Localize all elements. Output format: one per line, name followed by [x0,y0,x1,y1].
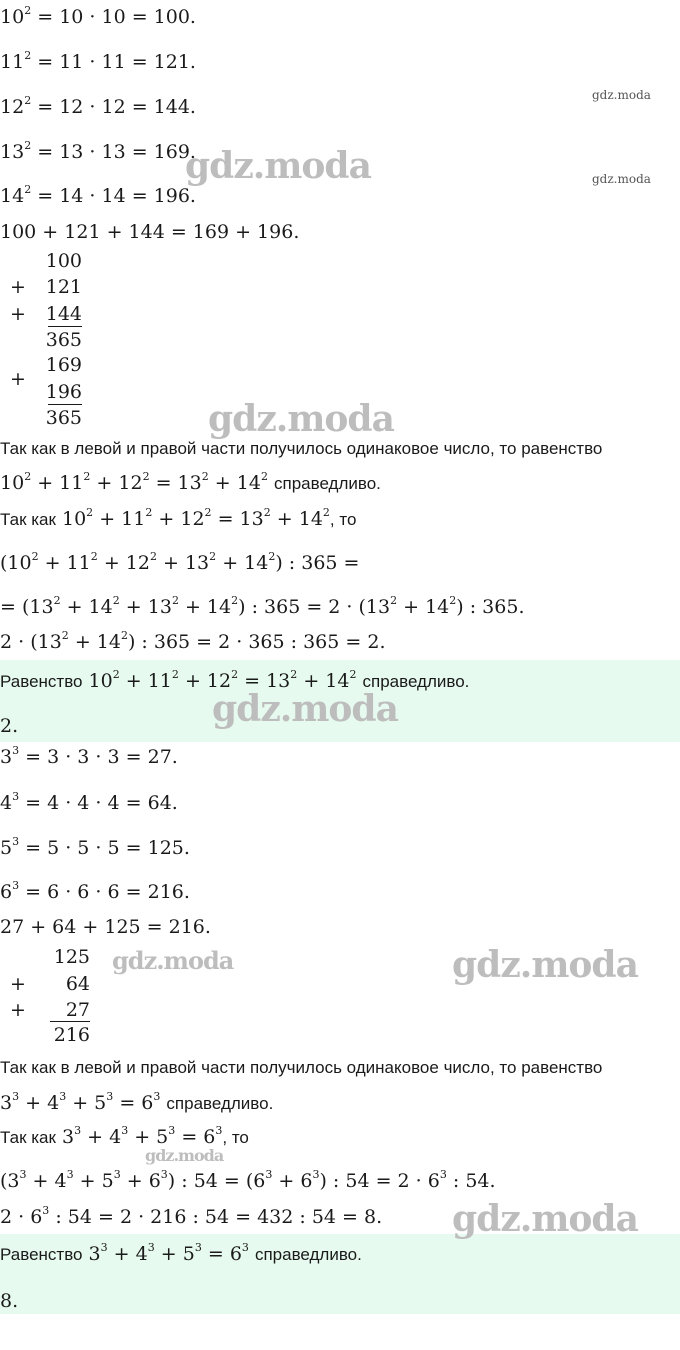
column3-row: 125 [53,946,90,968]
watermark-logo: gdz.moda [112,946,234,975]
expression-line-3: $2 \cdot (13^2 + 14^2)$ : 365 = 2 · 365 : 365 = 2. [0,629,386,653]
expression-line-1: $(10^2 + 11^2 + 12^2 + 13^2 + 14^2)$ : 365 = [0,550,360,574]
answer-value-2: 8. [0,1290,19,1312]
since-line-1: Так как $10^2 + 11^2 + 12^2 = 13^2 + 14^2$, то [0,506,357,530]
expression-line-5: $2 \cdot 6^3$ : 54 = 2 · 216 : 54 = 432 : 54 = 8. [0,1204,383,1228]
watermark-logo: gdz.moda [185,145,371,187]
plus-sign: + [10,999,26,1021]
answer-value-1: 2. [0,715,19,737]
column1-row: 121 [45,276,82,298]
column2-row: 169 [45,354,82,376]
column1-total: 365 [45,329,82,351]
column3-row: 27 [65,999,90,1021]
sum-rule [50,1021,90,1022]
column3-total: 216 [53,1024,90,1046]
sum-rule [48,326,82,327]
conclusion-text-1: Так как в левой и правой части получилось одинаковое число, то равенство [0,439,603,458]
column1-row: 144 [45,303,82,325]
sum-equation-1: 100 + 121 + 144 = 169 + 196. [0,221,300,243]
watermark-logo: gdz.moda [452,1198,638,1240]
square-line-12: $12^2 = 12 \cdot 12 = 144$. [0,94,196,118]
expression-line-2: = $(13^2 + 14^2 + 13^2 + 14^2)$ : $365 = 2 \cdot (13^2 + 14^2)$ : 365. [0,594,525,618]
square-line-14: $14^2 = 14 \cdot 14 = 196$. [0,183,196,207]
sum-equation-2: 27 + 64 + 125 = 216. [0,916,211,938]
square-line-13: $13^2 = 13 \cdot 13 = 169$. [0,139,196,163]
plus-sign: + [10,368,26,390]
plus-sign: + [10,303,26,325]
column2-total: 365 [45,407,82,429]
watermark-logo: gdz.moda [212,688,398,730]
cube-line-3: $3^3 = 3 \cdot 3 \cdot 3 = 27$. [0,744,178,768]
since-line-2: Так как $3^3 + 4^3 + 5^3 = 6^3$, то [0,1124,249,1148]
cube-line-5: $5^3 = 5 \cdot 5 \cdot 5 = 125$. [0,835,190,859]
cube-line-6: $6^3 = 6 \cdot 6 \cdot 6 = 216$. [0,879,190,903]
watermark-logo: gdz.moda [208,398,394,440]
watermark-logo: gdz.moda [592,172,651,186]
column3-row: 64 [65,973,90,995]
cube-line-4: $4^3 = 4 \cdot 4 \cdot 4 = 64$. [0,790,178,814]
conclusion-text-2: Так как в левой и правой части получилось одинаковое число, то равенство [0,1058,603,1077]
expression-line-4: $(3^3 + 4^3 + 5^3 + 6^3)$ : $54 = (6^3 + 6^3)$ : $54 = 2 \cdot 6^3$ : 54. [0,1168,496,1192]
answer-line-1: Равенство $10^2 + 11^2 + 12^2 = 13^2 + 14^2$ справедливо. [0,668,470,692]
equality-statement-1: $10^2 + 11^2 + 12^2 = 13^2 + 14^2$ справедливо. [0,470,381,494]
watermark-logo: gdz.moda [592,88,651,102]
equality-statement-2: $3^3 + 4^3 + 5^3 = 6^3$ справедливо. [0,1090,274,1114]
column2-row: 196 [45,381,82,403]
plus-sign: + [10,276,26,298]
sum-rule [48,404,82,405]
watermark-logo: gdz.moda [452,944,638,986]
watermark-logo: gdz.moda [145,1146,224,1165]
square-line-11: $11^2 = 11 \cdot 11 = 121$. [0,49,196,73]
column1-row: 100 [45,250,82,272]
square-line-10: $10^2 = 10 \cdot 10 = 100$. [0,4,196,28]
plus-sign: + [10,973,26,995]
answer-line-2: Равенство $3^3 + 4^3 + 5^3 = 6^3$ справедливо. [0,1241,362,1265]
